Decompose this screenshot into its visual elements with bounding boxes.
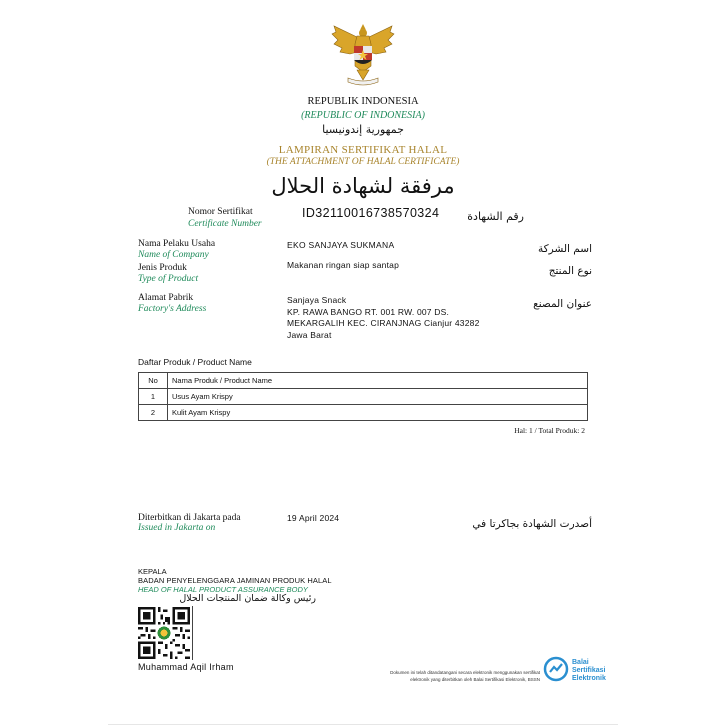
- factory-address-value: [287, 295, 480, 341]
- column-header-product-name: Nama Produk / Product Name: [168, 373, 588, 389]
- note-line: elektronik yang diterbitkan oleh Balai Sertifikasi Elektronik, BSSN: [410, 677, 540, 682]
- address-line: KP. RAWA BANGO RT. 001 RW. 007 DS.: [287, 306, 450, 317]
- factory-address-label: Alamat Pabrik: [138, 293, 194, 303]
- signatory-title: KEPALA: [138, 567, 167, 576]
- column-header-no: No: [139, 373, 168, 389]
- address-line: Sanjaya Snack: [287, 295, 347, 305]
- bsre-text-line: Balai: [572, 659, 589, 666]
- product-type-label-en: Type of Product: [138, 274, 199, 284]
- signature-divider: [192, 606, 193, 660]
- product-type-label: Jenis Produk: [138, 263, 187, 273]
- certificate-number-label-en: Certificate Number: [188, 219, 262, 229]
- country-name: REPUBLIK INDONESIA: [307, 96, 419, 107]
- product-table: [138, 372, 588, 421]
- issued-label: Diterbitkan di Jakarta pada: [138, 513, 241, 523]
- certificate-number: ID32110016738570324: [302, 206, 440, 220]
- issued-label-ar: أصدرت الشهادة بجاكرتا في: [472, 518, 592, 530]
- bsre-logo-icon: [543, 656, 569, 682]
- pagination-info: Hal: 1 / Total Produk: 2: [514, 426, 585, 435]
- document-title-ar: مرفقة لشهادة الحلال: [271, 174, 455, 198]
- product-name: Kulit Ayam Krispy: [168, 405, 588, 421]
- signatory-institution-ar: رئيس وكالة ضمان المنتجات الحلال: [179, 593, 316, 604]
- certificate-number-label-ar: رقم الشهادة: [467, 210, 524, 223]
- note-line: Dokumen ini telah ditandatangani secara elektronik menggunakan sertifikat: [390, 670, 540, 675]
- factory-address-label-ar: عنوان المصنع: [533, 298, 592, 310]
- certificate-number-label: Nomor Sertifikat: [188, 207, 253, 217]
- product-name: Usus Ayam Krispy: [168, 389, 588, 405]
- product-no: 2: [139, 405, 168, 421]
- address-line: MEKARGALIH KEC. CIRANJNAG Cianjur 43282: [287, 318, 480, 328]
- product-no: 1: [139, 389, 168, 405]
- table-header-row: [139, 373, 588, 389]
- company-name-label-ar: اسم الشركة: [538, 243, 592, 255]
- issued-label-en: Issued in Jakarta on: [138, 523, 216, 533]
- country-name-en: (REPUBLIC OF INDONESIA): [301, 110, 425, 121]
- bsre-text-line: Elektronik: [572, 675, 606, 682]
- electronic-signature-note: [350, 669, 540, 683]
- bsre-text-line: Sertifikasi: [572, 667, 606, 674]
- product-type-label-ar: نوع المنتج: [548, 265, 592, 277]
- issued-date: 19 April 2024: [287, 513, 340, 523]
- factory-address-label-en: Factory's Address: [138, 304, 207, 314]
- company-name-label: Nama Pelaku Usaha: [138, 239, 216, 249]
- document-title-en: (THE ATTACHMENT OF HALAL CERTIFICATE): [266, 157, 460, 167]
- signatory-name: Muhammad Aqil Irham: [138, 662, 234, 672]
- garuda-emblem-icon: [330, 22, 396, 88]
- signatory-institution: BADAN PENYELENGGARA JAMINAN PRODUK HALAL: [138, 576, 332, 585]
- document-title: LAMPIRAN SERTIFIKAT HALAL: [278, 144, 448, 156]
- company-name-label-en: Name of Company: [138, 250, 209, 260]
- bsre-logo-text: [572, 659, 606, 683]
- page-bottom-edge: [108, 724, 618, 725]
- company-name-value: EKO SANJAYA SUKMANA: [287, 240, 395, 250]
- table-row: [139, 389, 588, 405]
- product-list-title: Daftar Produk / Product Name: [138, 357, 252, 367]
- qr-code-icon: [138, 607, 190, 659]
- table-row: [139, 405, 588, 421]
- product-type-value: Makanan ringan siap santap: [287, 260, 399, 270]
- country-name-ar: جمهورية إندونيسيا: [322, 123, 404, 136]
- signatory-institution-en: HEAD OF HALAL PRODUCT ASSURANCE BODY: [138, 585, 308, 594]
- address-line: Jawa Barat: [287, 329, 332, 340]
